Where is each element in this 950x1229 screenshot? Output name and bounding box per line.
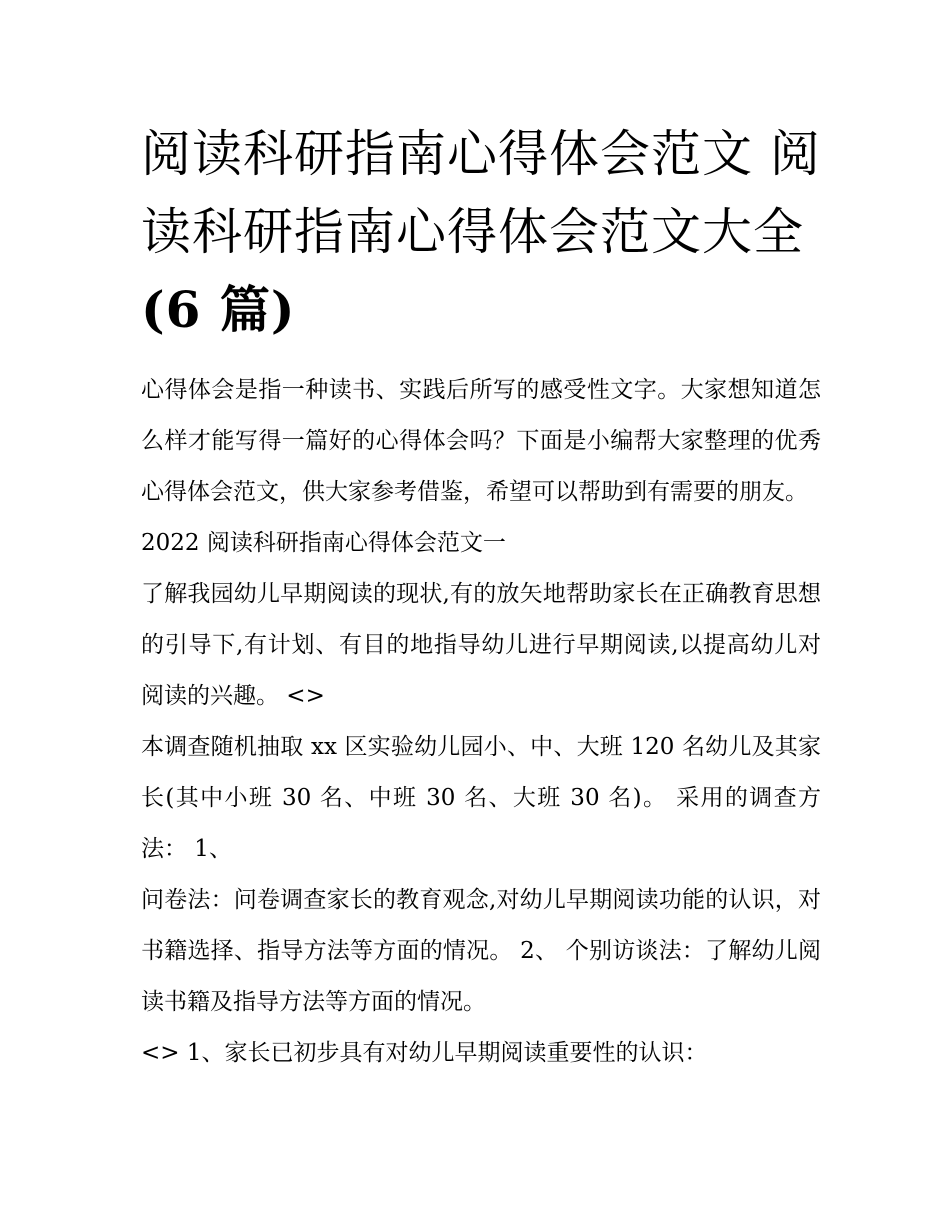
section-heading: 2022 阅读科研指南心得体会范文一: [141, 530, 506, 556]
body-paragraph: 问卷法：问卷调查家长的教育观念,对幼儿早期阅读功能的认识，对书籍选择、指导方法等方面的情况。 2、 个别访谈法：了解幼儿阅读书籍及指导方法等方面的情况。: [141, 887, 821, 1015]
body-paragraph: 本调查随机抽取 xx 区实验幼儿园小、中、大班 120 名幼儿及其家长(其中小班 30 名、中班 30 名、大班 30 名)。 采用的调查方法： 1、: [141, 734, 821, 862]
document-body: [141, 365, 821, 1079]
document-page: [141, 115, 821, 1079]
document-title: [141, 115, 821, 349]
title-main: 阅读科研指南心得体会范文 阅读科研指南心得体会范文大全: [141, 125, 821, 261]
body-paragraph: <> 1、家长已初步具有对幼儿早期阅读重要性的认识：: [141, 1040, 708, 1066]
body-paragraph: 了解我园幼儿早期阅读的现状,有的放矢地帮助家长在正确教育思想的引导下,有计划、有目的地指导幼儿进行早期阅读,以提高幼儿对阅读的兴趣。 <>: [141, 581, 821, 709]
title-suffix: (6 篇): [141, 280, 296, 339]
intro-paragraph: 心得体会是指一种读书、实践后所写的感受性文字。大家想知道怎么样才能写得一篇好的心得体会吗？下面是小编帮大家整理的优秀心得体会范文，供大家参考借鉴，希望可以帮助到有需要的朋友。: [141, 377, 821, 505]
